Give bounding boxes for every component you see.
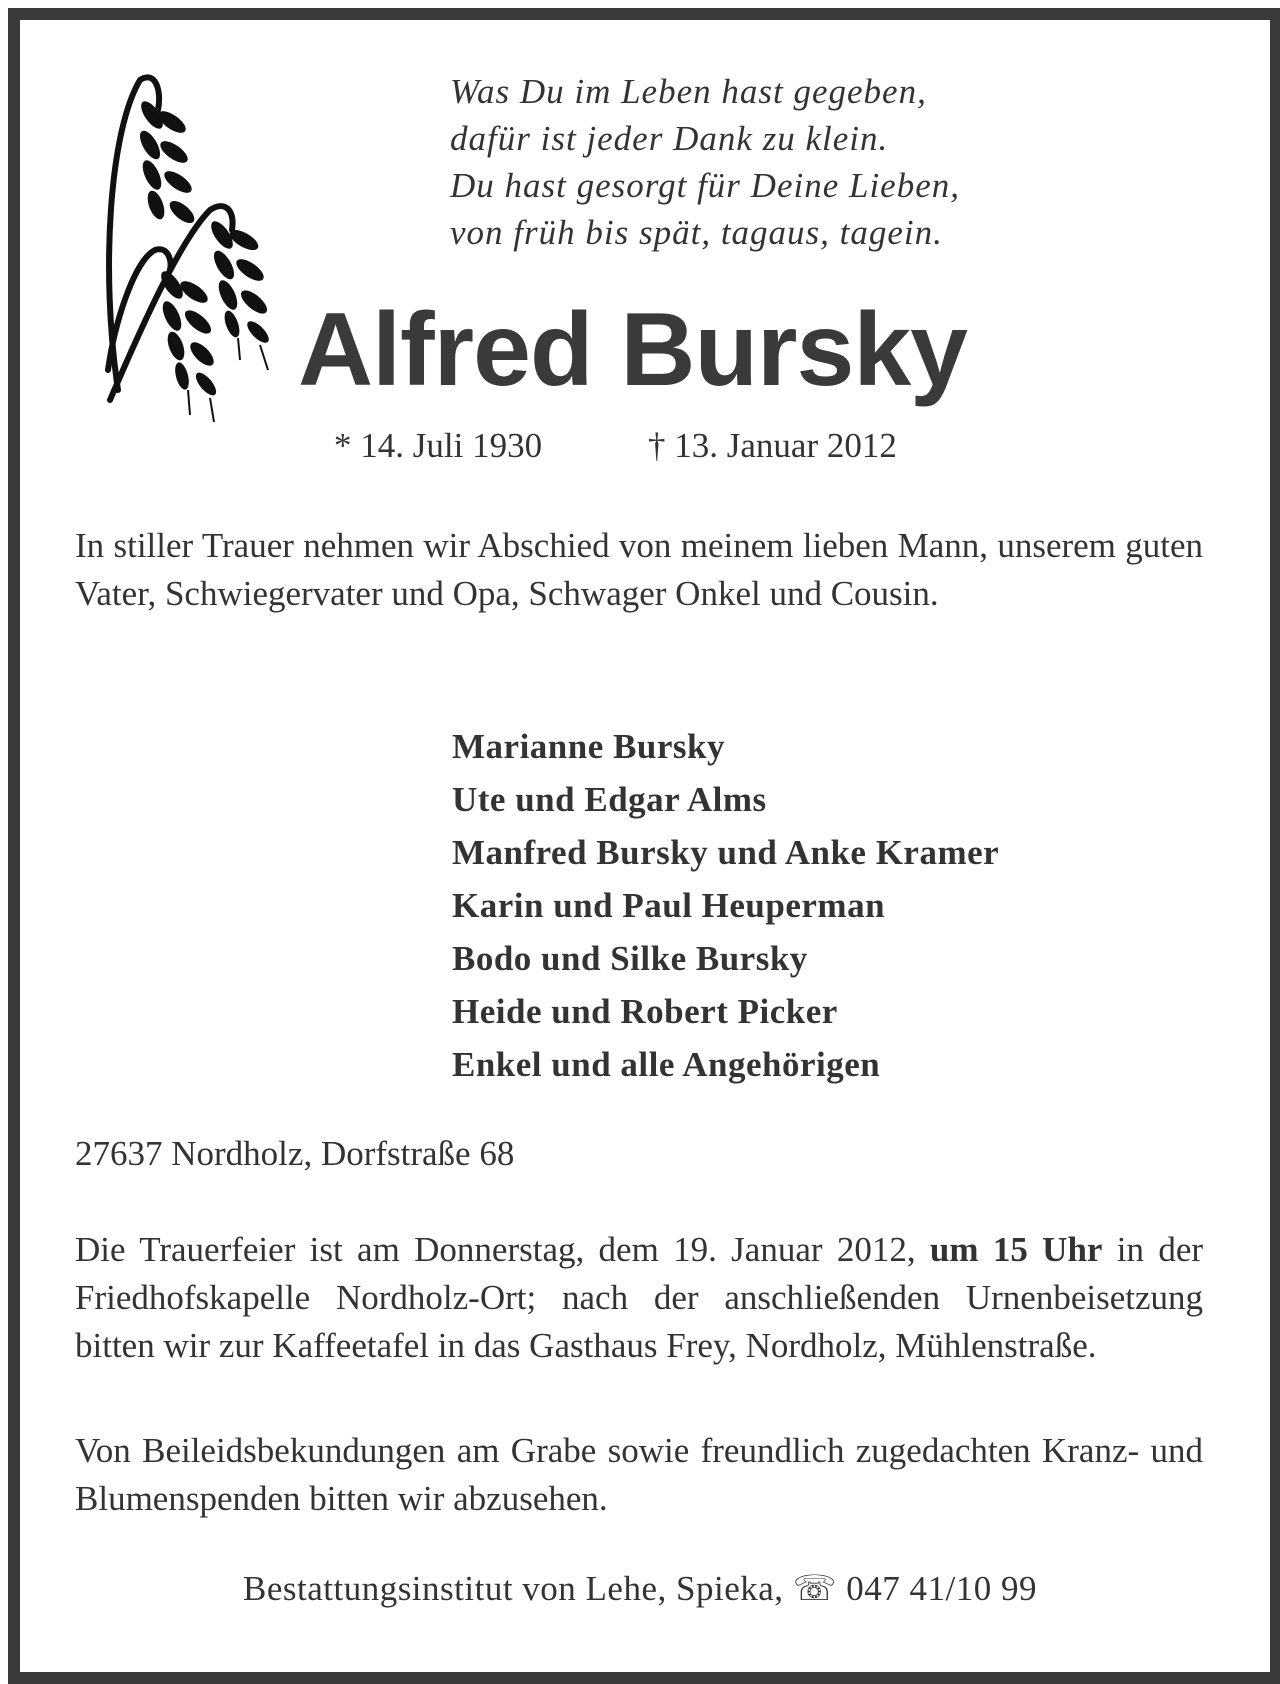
poem-line: Du hast gesorgt für Deine Lieben, <box>450 166 960 205</box>
mourner-name: Karin und Paul Heuperman <box>452 886 886 925</box>
deceased-name: Alfred Bursky <box>298 292 967 408</box>
death-date: † 13. Januar 2012 <box>648 426 897 465</box>
poem-line: Was Du im Leben hast gegeben, <box>450 72 927 111</box>
poem-line: von früh bis spät, tagaus, tagein. <box>450 213 943 252</box>
condolence-note: Von Beileidsbekundungen am Grabe sowie freundlich zugedachten Kranz- und Blumenspenden bitten wir abzusehen. <box>75 1431 1203 1518</box>
ceremony-paragraph <box>75 1226 1203 1370</box>
wheat-ears-icon <box>100 70 300 440</box>
mourner-name: Ute und Edgar Alms <box>452 780 767 819</box>
mourner-name: Manfred Bursky und Anke Kramer <box>452 833 1000 872</box>
poem <box>450 68 1090 256</box>
birth-date: * 14. Juli 1930 <box>334 426 543 465</box>
poem-line: dafür ist jeder Dank zu klein. <box>450 119 889 158</box>
ceremony-details: in der Friedhofskapelle Nordholz-Ort; nach der anschließenden Urnenbeisetzung bitten wir zur Kaffeetafel in das Gasthaus Frey, Nordholz, Mühlenstraße. <box>75 1230 1204 1365</box>
ceremony-time: um 15 Uhr <box>929 1230 1103 1269</box>
mourner-name: Bodo und Silke Bursky <box>452 939 808 978</box>
mourner-name: Enkel und alle Angehörigen <box>452 1045 881 1084</box>
ceremony-date-text: Die Trauerfeier ist am Donnerstag, dem 19. Januar 2012, <box>75 1230 916 1269</box>
intro-paragraph: In stiller Trauer nehmen wir Abschied von meinem lieben Mann, unserem guten Vater, Schwiegervater und Opa, Schwager Onkel und Cousin. <box>75 526 1203 613</box>
mourner-name: Heide und Robert Picker <box>452 992 838 1031</box>
family-address: 27637 Nordholz, Dorfstraße 68 <box>75 1134 515 1173</box>
mourner-name: Marianne Bursky <box>452 727 725 766</box>
mourner-list <box>452 720 999 1091</box>
funeral-home: Bestattungsinstitut von Lehe, Spieka, ☏ 047 41/10 99 <box>242 1569 1038 1608</box>
